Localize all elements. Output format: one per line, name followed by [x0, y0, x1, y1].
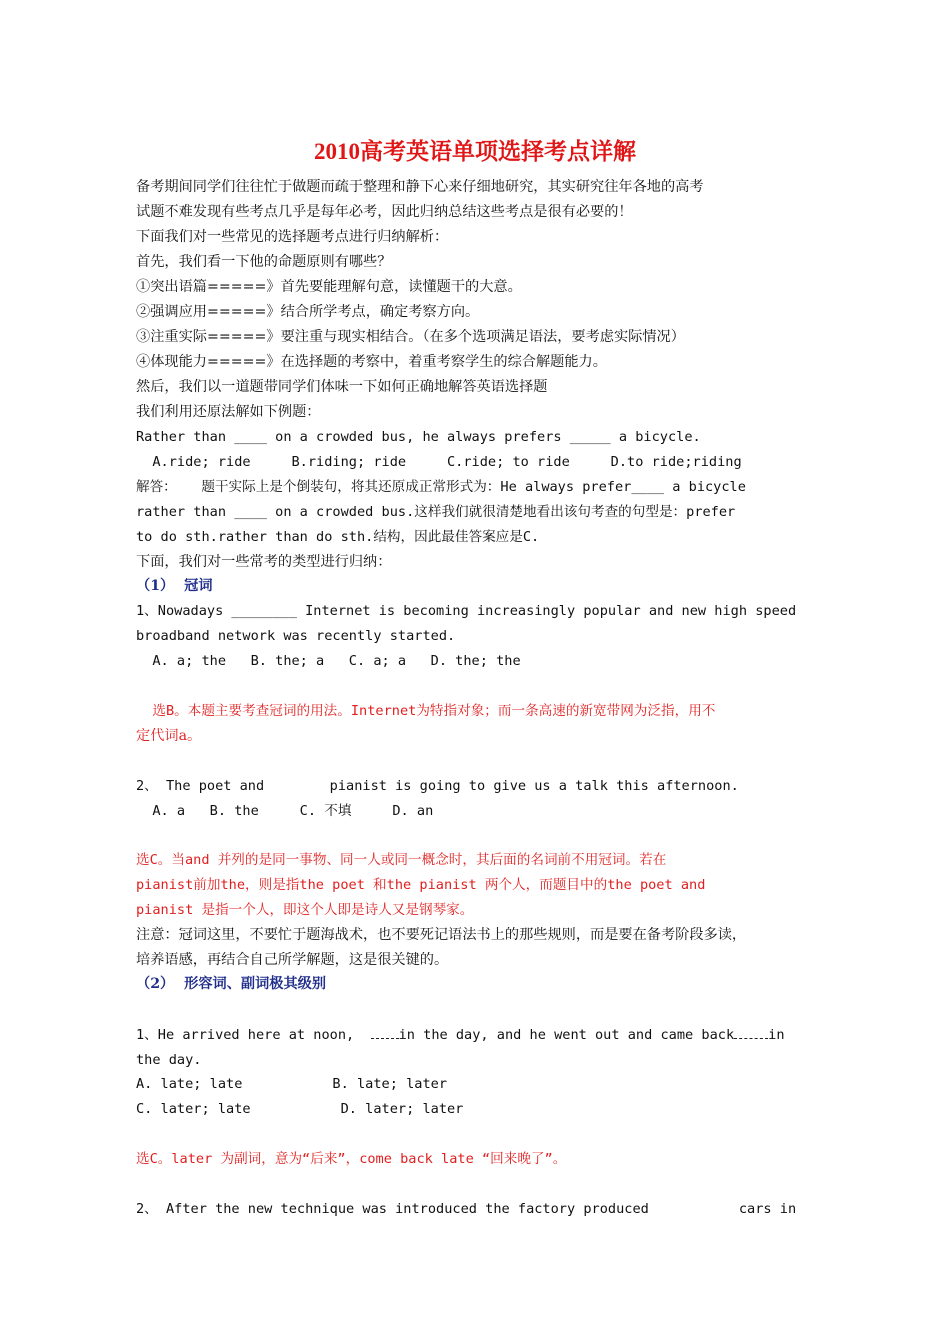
intro-line-3: 下面我们对一些常见的选择题考点进行归纳解析： [136, 229, 449, 245]
example-answer-4: 下面，我们对一些常考的类型进行归纳： [136, 554, 392, 570]
article-note-2: 培养语感，再结合自己所学解题，这是很关键的。 [136, 952, 449, 968]
intro-line-2: 试题不难发现有些考点几乎是每年必考，因此归纳总结这些考点是很有必要的！ [136, 204, 633, 220]
intro-line-6: 我们利用还原法解如下例题： [136, 404, 321, 420]
adj-q1-options-cd: C. later; late D. later; later [136, 1101, 464, 1117]
article-q1-answer-2: 定代词a。 [136, 728, 202, 744]
section-heading-articles: （1） 冠词 [136, 578, 213, 594]
adj-q1-answer: 选C。later 为副词，意为“后来”，come back late “回来晚了”。 [136, 1151, 567, 1167]
principle-4: ④体现能力=====》在选择题的考察中，着重考察学生的综合解题能力。 [136, 354, 607, 370]
example-options: A.ride; ride B.riding; ride C.ride; to ride D.to ride;riding [136, 454, 742, 470]
article-q1-options: A. a; the B. the; a C. a; a D. the; the [136, 653, 521, 669]
example-answer-1: 解答： 题干实际上是个倒装句，将其还原成正常形式为：He always prefer____ a bicycle [136, 479, 746, 495]
article-q1-answer-1: 选B。本题主要考查冠词的用法。Internet为特指对象；而一条高速的新宽带网为泛指，用不 [136, 703, 716, 719]
adj-q1-text-b: in the day, and he went out and came back [398, 1027, 735, 1043]
article-q2: 2、 The poet and pianist is going to give us a talk this afternoon. [136, 778, 739, 794]
article-note-1: 注意：冠词这里，不要忙于题海战术，也不要死记语法书上的那些规则，而是要在备考阶段多读， [136, 927, 747, 943]
article-q2-options: A. a B. the C. 不填 D. an [136, 803, 434, 819]
answer-blank [734, 1026, 768, 1039]
document-title: 2010高考英语单项选择考点详解 [314, 139, 636, 164]
principle-1: ①突出语篇=====》首先要能理解句意，读懂题干的大意。 [136, 279, 522, 295]
adj-q1-line-2: the day. [136, 1052, 202, 1068]
intro-line-4: 首先，我们看一下他的命题原则有哪些？ [136, 254, 392, 270]
article-q1-line-1: 1、Nowadays ________ Internet is becoming increasingly popular and new high speed [136, 603, 797, 619]
principle-3: ③注重实际=====》要注重与现实相结合。（在多个选项满足语法，要考虑实际情况） [136, 329, 685, 345]
article-q2-answer-1: 选C。当and 并列的是同一事物、同一人或同一概念时，其后面的名词前不用冠词。若在 [136, 852, 667, 868]
section-heading-adjectives: （2） 形容词、副词极其级别 [136, 976, 327, 992]
example-answer-2: rather than ____ on a crowded bus.这样我们就很清楚地看出该句考查的句型是：prefer [136, 504, 736, 520]
article-q1-line-2: broadband network was recently started. [136, 628, 456, 644]
principle-2: ②强调应用=====》结合所学考点，确定考察方向。 [136, 304, 480, 320]
adj-q2: 2、 After the new technique was introduced the factory produced cars in [136, 1201, 797, 1217]
adj-q1-options-ab: A. late; late B. late; later [136, 1076, 447, 1092]
adj-q1-line-1 [136, 1026, 785, 1044]
intro-line-5: 然后，我们以一道题带同学们体味一下如何正确地解答英语选择题 [136, 379, 548, 395]
article-q2-answer-3: pianist 是指一个人，即这个人即是诗人又是钢琴家。 [136, 902, 474, 918]
adj-q1-text-c: in [768, 1027, 785, 1043]
example-answer-3: to do sth.rather than do sth.结构，因此最佳答案应是C. [136, 529, 540, 545]
example-question: Rather than ____ on a crowded bus, he always prefers _____ a bicycle. [136, 429, 701, 445]
answer-blank [371, 1026, 399, 1039]
article-q2-answer-2: pianist前加the，则是指the poet 和the pianist 两个人，而题目中的the poet and [136, 877, 706, 893]
adj-q1-text-a: 1、He arrived here at noon, [136, 1027, 371, 1043]
intro-line-1: 备考期间同学们往往忙于做题而疏于整理和静下心来仔细地研究，其实研究往年各地的高考 [136, 179, 704, 195]
